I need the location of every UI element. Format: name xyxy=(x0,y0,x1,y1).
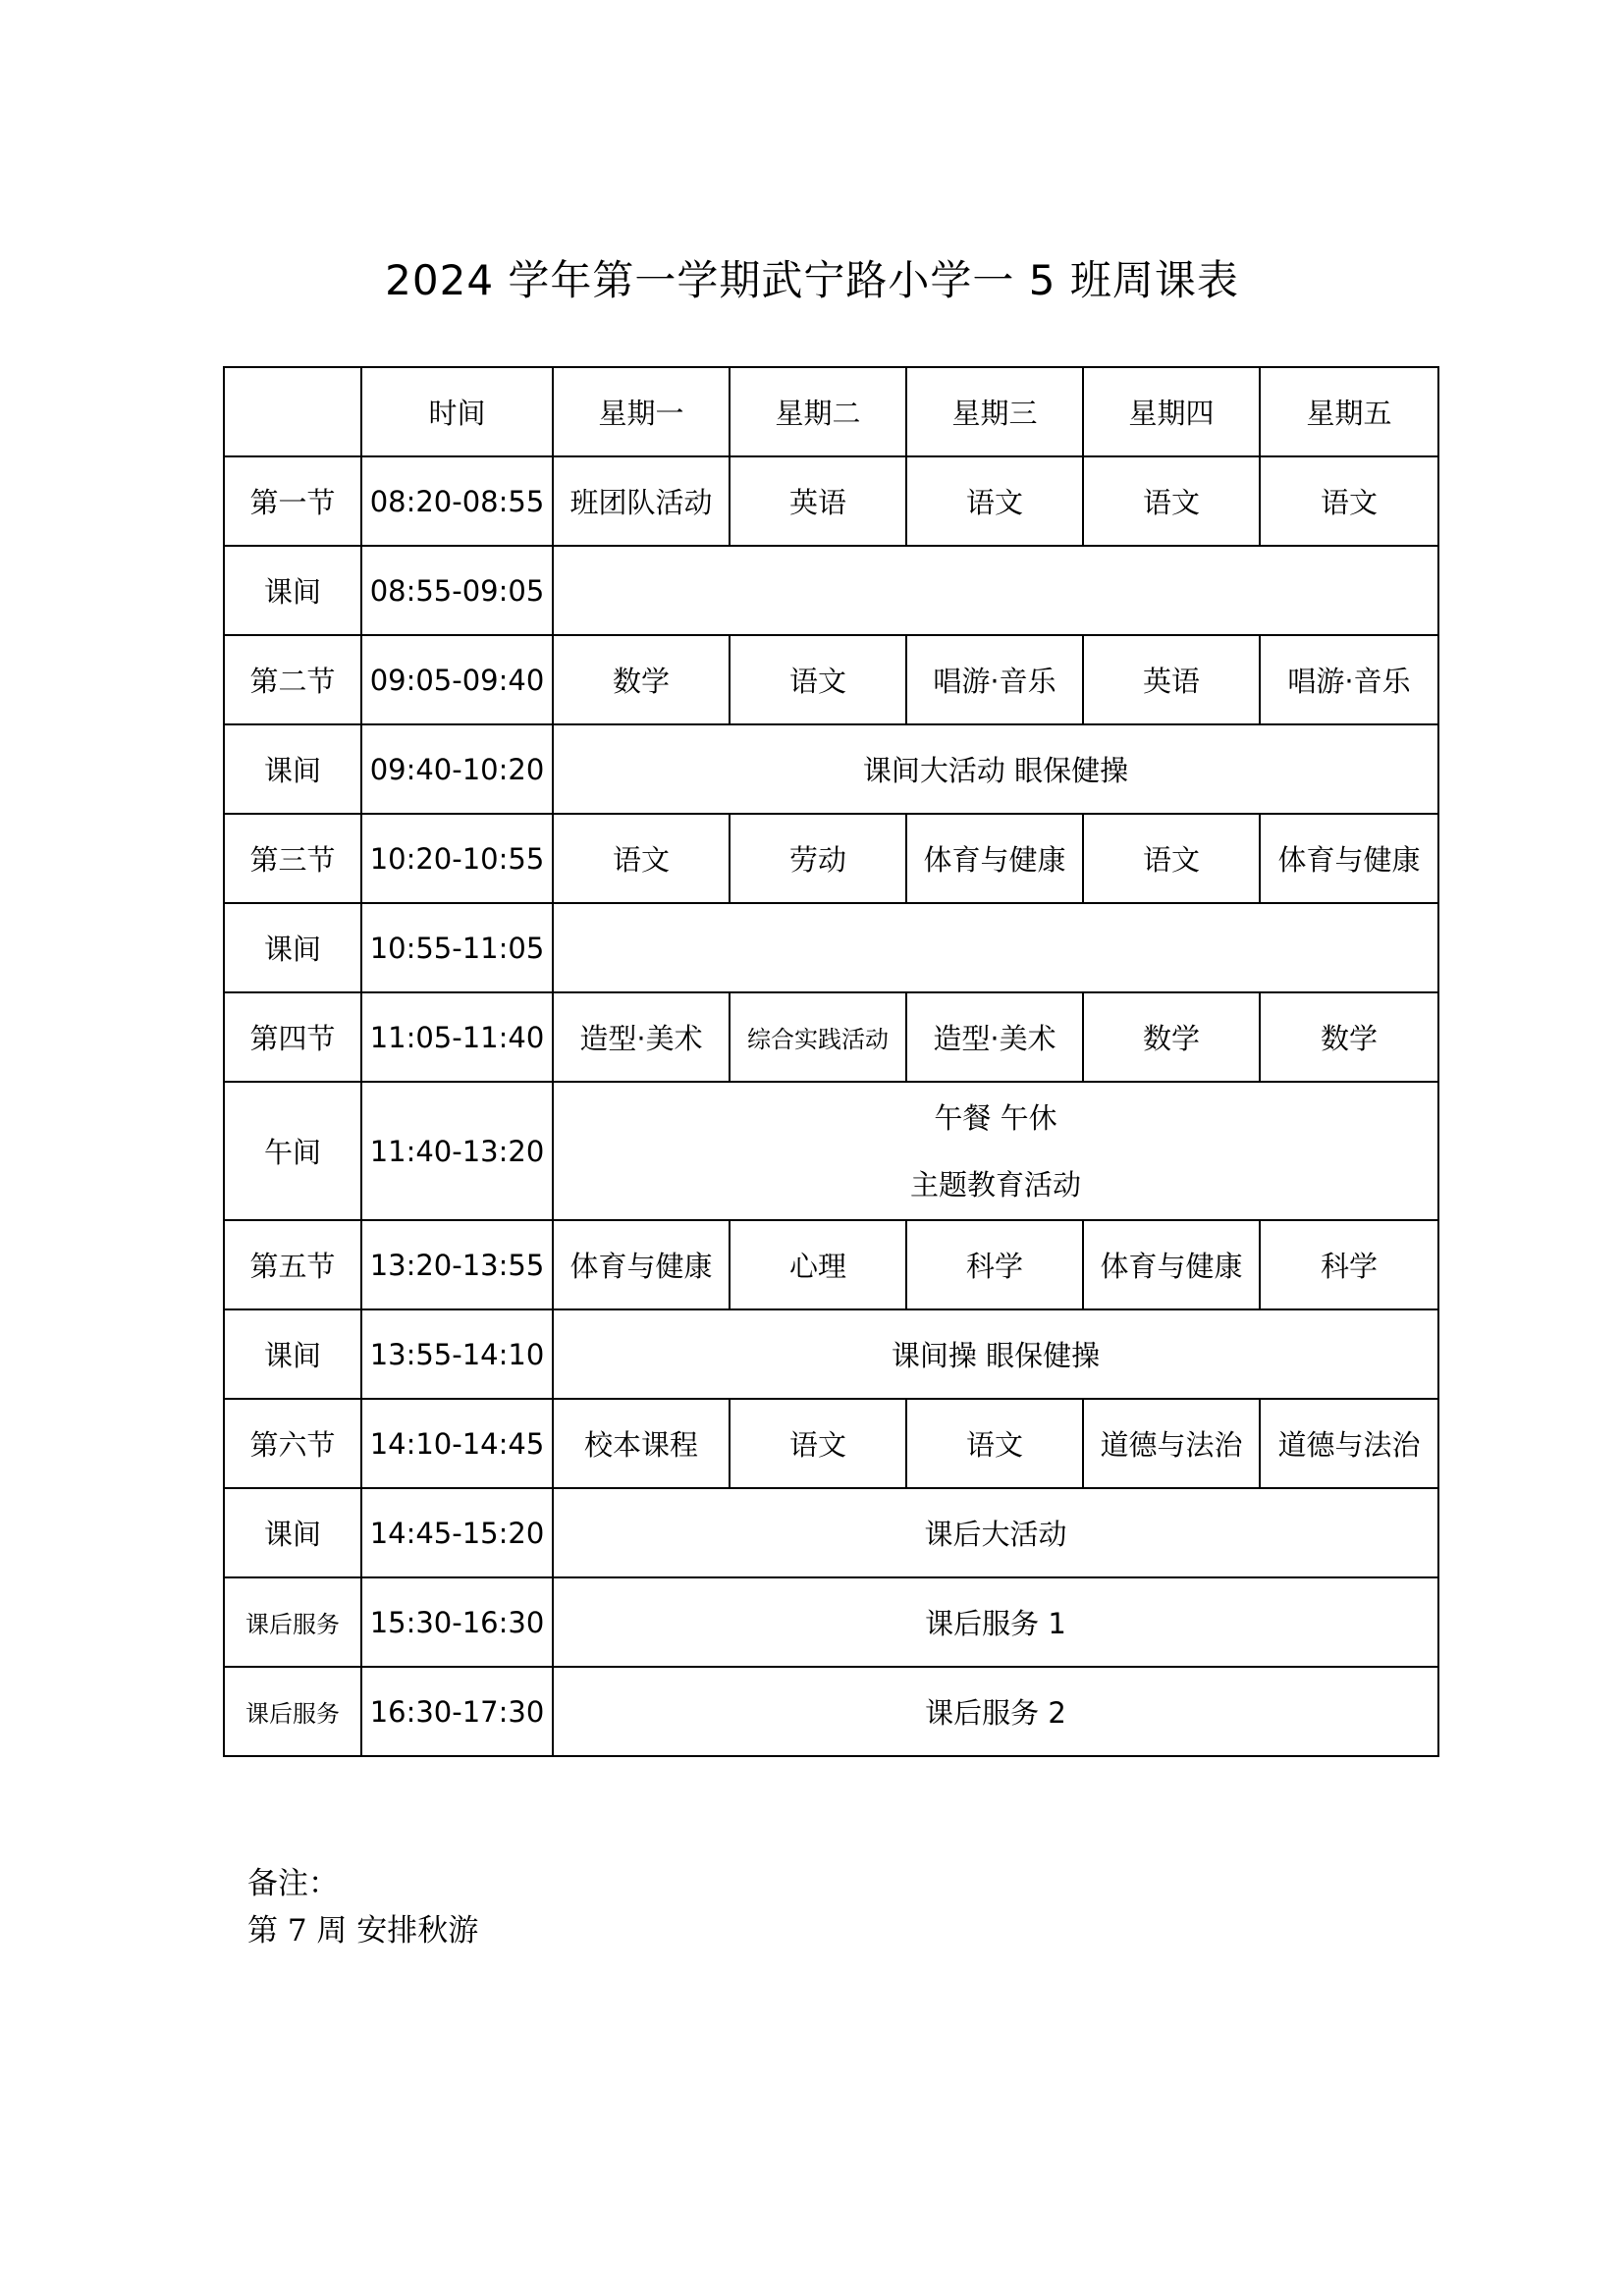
table-row xyxy=(224,546,1438,635)
subject-cell: 班团队活动 xyxy=(553,456,730,546)
table-row xyxy=(224,1309,1438,1399)
subject-cell: 体育与健康 xyxy=(1083,1220,1260,1309)
header-row xyxy=(224,367,1438,456)
subject-cell: 语文 xyxy=(730,1399,906,1488)
subject-cell: 语文 xyxy=(1083,814,1260,903)
corner-cell xyxy=(224,367,361,456)
period-time: 15:30-16:30 xyxy=(361,1577,553,1667)
table-row xyxy=(224,814,1438,903)
period-label: 第六节 xyxy=(224,1399,361,1488)
timetable xyxy=(223,366,1439,1757)
period-label: 第三节 xyxy=(224,814,361,903)
subject-cell: 科学 xyxy=(906,1220,1083,1309)
subject-cell: 造型·美术 xyxy=(553,992,730,1082)
period-time: 14:45-15:20 xyxy=(361,1488,553,1577)
table-row xyxy=(224,456,1438,546)
table-row xyxy=(224,1667,1438,1756)
period-time: 09:05-09:40 xyxy=(361,635,553,724)
period-label: 课间 xyxy=(224,1488,361,1577)
subject-cell: 语文 xyxy=(1260,456,1438,546)
break-activity-cell: 课后服务 1 xyxy=(553,1577,1438,1667)
period-label: 午间 xyxy=(224,1082,361,1220)
subject-cell: 心理 xyxy=(730,1220,906,1309)
period-time: 09:40-10:20 xyxy=(361,724,553,814)
subject-cell: 英语 xyxy=(730,456,906,546)
subject-cell: 体育与健康 xyxy=(553,1220,730,1309)
subject-cell: 英语 xyxy=(1083,635,1260,724)
period-label: 第五节 xyxy=(224,1220,361,1309)
table-row xyxy=(224,1399,1438,1488)
day-header-fri: 星期五 xyxy=(1260,367,1438,456)
day-header-tue: 星期二 xyxy=(730,367,906,456)
timetable-body xyxy=(224,367,1438,1756)
notes xyxy=(247,1860,478,1954)
period-time: 08:55-09:05 xyxy=(361,546,553,635)
table-row xyxy=(224,724,1438,814)
period-time: 11:40-13:20 xyxy=(361,1082,553,1220)
break-activity-cell: 课间操 眼保健操 xyxy=(553,1309,1438,1399)
period-label: 第四节 xyxy=(224,992,361,1082)
subject-cell: 道德与法治 xyxy=(1260,1399,1438,1488)
subject-cell: 科学 xyxy=(1260,1220,1438,1309)
period-time: 10:20-10:55 xyxy=(361,814,553,903)
break-activity-cell xyxy=(553,1082,1438,1220)
subject-cell: 体育与健康 xyxy=(1260,814,1438,903)
subject-cell: 造型·美术 xyxy=(906,992,1083,1082)
day-header-mon: 星期一 xyxy=(553,367,730,456)
subject-cell: 语文 xyxy=(553,814,730,903)
subject-cell: 语文 xyxy=(730,635,906,724)
subject-cell: 数学 xyxy=(1083,992,1260,1082)
period-label: 课间 xyxy=(224,724,361,814)
subject-cell: 劳动 xyxy=(730,814,906,903)
subject-cell: 体育与健康 xyxy=(906,814,1083,903)
table-row xyxy=(224,992,1438,1082)
period-time: 14:10-14:45 xyxy=(361,1399,553,1488)
table-row xyxy=(224,1220,1438,1309)
notes-heading: 备注： xyxy=(247,1866,339,1901)
table-row xyxy=(224,1488,1438,1577)
subject-cell: 道德与法治 xyxy=(1083,1399,1260,1488)
period-time: 08:20-08:55 xyxy=(361,456,553,546)
period-label: 第一节 xyxy=(224,456,361,546)
period-time: 13:55-14:10 xyxy=(361,1309,553,1399)
period-time: 13:20-13:55 xyxy=(361,1220,553,1309)
break-activity-line: 主题教育活动 xyxy=(909,1167,1081,1201)
subject-cell: 语文 xyxy=(906,456,1083,546)
break-activity-cell: 课后大活动 xyxy=(553,1488,1438,1577)
subject-cell: 唱游·音乐 xyxy=(906,635,1083,724)
break-activity-cell: 课间大活动 眼保健操 xyxy=(553,724,1438,814)
subject-cell: 校本课程 xyxy=(553,1399,730,1488)
break-activity-cell xyxy=(553,903,1438,992)
break-activity-cell: 课后服务 2 xyxy=(553,1667,1438,1756)
period-label: 第二节 xyxy=(224,635,361,724)
table-row xyxy=(224,903,1438,992)
period-label: 课后服务 xyxy=(224,1667,361,1756)
subject-cell: 数学 xyxy=(1260,992,1438,1082)
subject-cell: 语文 xyxy=(906,1399,1083,1488)
period-label: 课间 xyxy=(224,546,361,635)
period-time: 11:05-11:40 xyxy=(361,992,553,1082)
time-header: 时间 xyxy=(361,367,553,456)
subject-cell: 唱游·音乐 xyxy=(1260,635,1438,724)
notes-line: 第 7 周 安排秋游 xyxy=(247,1913,479,1949)
table-row xyxy=(224,1577,1438,1667)
period-time: 16:30-17:30 xyxy=(361,1667,553,1756)
subject-cell: 综合实践活动 xyxy=(730,992,906,1082)
period-label: 课间 xyxy=(224,903,361,992)
period-label: 课后服务 xyxy=(224,1577,361,1667)
period-label: 课间 xyxy=(224,1309,361,1399)
page-title: 2024 学年第一学期武宁路小学一 5 班周课表 xyxy=(385,256,1239,304)
subject-cell: 语文 xyxy=(1083,456,1260,546)
period-time: 10:55-11:05 xyxy=(361,903,553,992)
day-header-wed: 星期三 xyxy=(906,367,1083,456)
table-row xyxy=(224,1082,1438,1220)
day-header-thu: 星期四 xyxy=(1083,367,1260,456)
break-activity-line: 午餐 午休 xyxy=(934,1100,1057,1135)
subject-cell: 数学 xyxy=(553,635,730,724)
table-row xyxy=(224,635,1438,724)
break-activity-cell xyxy=(553,546,1438,635)
